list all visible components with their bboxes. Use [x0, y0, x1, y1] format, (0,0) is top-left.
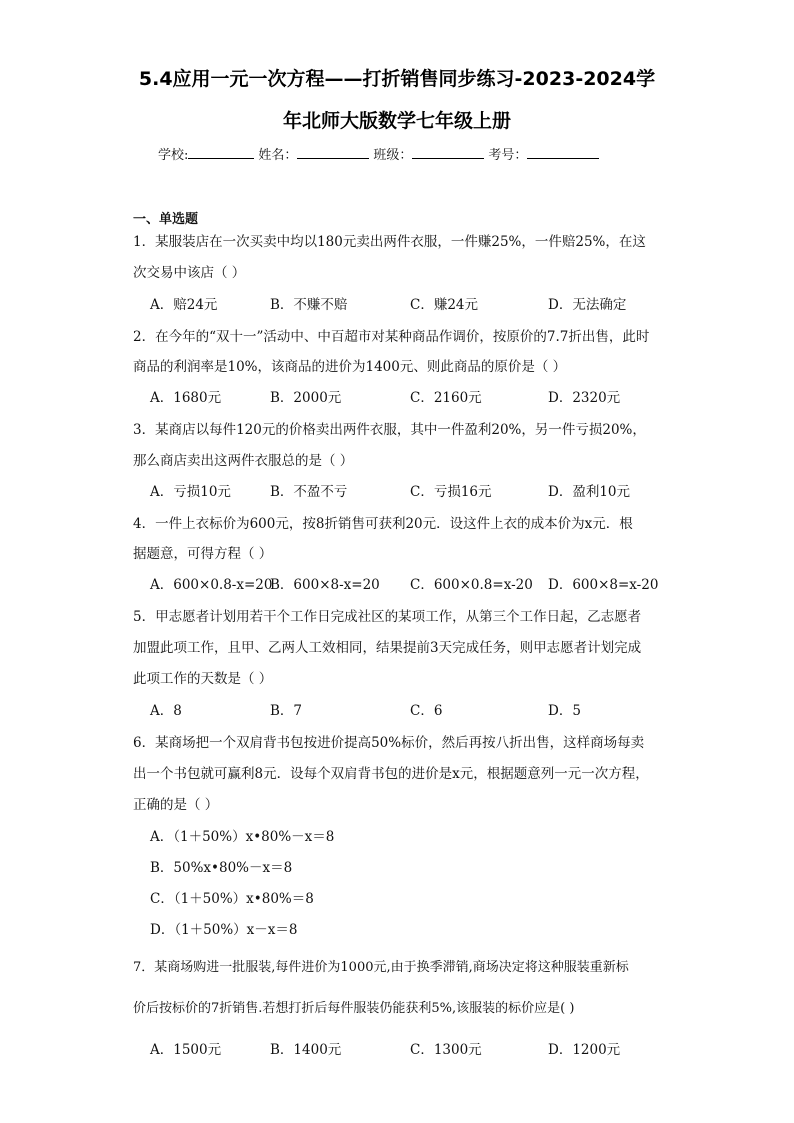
- question-2-option-c[interactable]: C．2160元: [410, 390, 482, 406]
- question-3-option-b[interactable]: B．不盈不亏: [270, 484, 348, 500]
- question-1-option-a[interactable]: A．赔24元: [150, 297, 218, 313]
- class-blank[interactable]: [412, 146, 484, 159]
- question-5-option-a[interactable]: A．8: [150, 703, 182, 719]
- question-1-option-d[interactable]: D．无法确定: [548, 297, 627, 313]
- question-7-option-d[interactable]: D．1200元: [548, 1042, 621, 1058]
- question-5-option-c[interactable]: C．6: [410, 703, 443, 719]
- question-3-option-d[interactable]: D．盈利10元: [548, 484, 631, 500]
- question-7-option-c[interactable]: C．1300元: [410, 1042, 482, 1058]
- class-label: 班级：: [373, 148, 413, 163]
- question-7-line-2: 价后按标价的7折销售.若想打折后每件服装仍能获利5%,该服装的标价应是( ): [133, 1001, 575, 1016]
- question-2-option-d[interactable]: D．2320元: [548, 390, 621, 406]
- question-2-line-1: 2．在今年的“双十一”活动中、中百超市对某种商品作调价，按原价的7.7折出售，此时: [133, 329, 650, 345]
- question-7-line-1: 7．某商场购进一批服装,每件进价为1000元,由于换季滞销,商场决定将这种服装重新标: [133, 960, 629, 975]
- question-3-line-2: 那么商店卖出这两件衣服总的是（ ）: [133, 453, 354, 469]
- name-label: 姓名：: [258, 148, 298, 163]
- question-6-option-a[interactable]: A．（1＋50%）x•80%－x＝8: [150, 829, 335, 845]
- question-1-option-c[interactable]: C．赚24元: [410, 297, 479, 313]
- student-info-row: [158, 146, 603, 164]
- question-6-line-1: 6．某商场把一个双肩背书包按进价提高50%标价，然后再按八折出售，这样商场每卖: [133, 735, 645, 751]
- question-4-option-a[interactable]: A．600×0.8-x=20: [150, 577, 273, 593]
- section-title: 一、单选题: [133, 212, 199, 227]
- question-5-line-3: 此项工作的天数是（ ）: [133, 671, 273, 687]
- question-2-option-a[interactable]: A．1680元: [150, 390, 222, 406]
- question-5-option-b[interactable]: B．7: [270, 703, 303, 719]
- question-2-line-2: 商品的利润率是10%，该商品的进价为1400元、则此商品的原价是（ ）: [133, 359, 567, 375]
- number-label: 考号：: [488, 148, 528, 163]
- question-7-option-b[interactable]: B．1400元: [270, 1042, 342, 1058]
- question-5-line-1: 5．甲志愿者计划用若干个工作日完成社区的某项工作，从第三个工作日起，乙志愿者: [133, 609, 642, 625]
- question-4-option-d[interactable]: D．600×8=x-20: [548, 577, 659, 593]
- question-5-option-d[interactable]: D．5: [548, 703, 581, 719]
- question-2-option-b[interactable]: B．2000元: [270, 390, 342, 406]
- question-6-option-b[interactable]: B．50%x•80%－x＝8: [150, 860, 293, 876]
- question-6-line-3: 正确的是（ ）: [133, 797, 219, 813]
- school-label: 学校:: [158, 148, 189, 163]
- question-5-line-2: 加盟此项工作，且甲、乙两人工效相同，结果提前3天完成任务，则甲志愿者计划完成: [133, 640, 642, 656]
- question-1-line-2: 次交易中该店（ ）: [133, 265, 246, 281]
- question-1-line-1: 1．某服装店在一次买卖中均以180元卖出两件衣服，一件赚25%，一件赔25%，在这: [133, 234, 646, 250]
- question-1-option-b[interactable]: B．不赚不赔: [270, 297, 348, 313]
- question-3-option-a[interactable]: A．亏损10元: [150, 484, 231, 500]
- question-6-option-c[interactable]: C．（1＋50%）x•80%＝8: [150, 891, 314, 907]
- question-4-option-b[interactable]: B．600×8-x=20: [270, 577, 380, 593]
- name-blank[interactable]: [297, 146, 369, 159]
- page-title-line2: 年北师大版数学七年级上册: [282, 110, 511, 132]
- page-title-line1: 5.4应用一元一次方程——打折销售同步练习-2023-2024学: [138, 68, 656, 90]
- question-3-option-c[interactable]: C．亏损16元: [410, 484, 492, 500]
- question-4-line-1: 4．一件上衣标价为600元，按8折销售可获利20元．设这件上衣的成本价为x元．根: [133, 516, 633, 532]
- question-4-option-c[interactable]: C．600×0.8=x-20: [410, 577, 533, 593]
- question-6-line-2: 出一个书包就可赢利8元．设每个双肩背书包的进价是x元，根据题意列一元一次方程，: [133, 766, 649, 782]
- question-7-option-a[interactable]: A．1500元: [150, 1042, 222, 1058]
- question-6-option-d[interactable]: D．（1＋50%）x－x＝8: [150, 922, 298, 938]
- question-3-line-1: 3．某商店以每件120元的价格卖出两件衣服，其中一件盈利20%，另一件亏损20%，: [133, 422, 646, 438]
- question-4-line-2: 据题意，可得方程（ ）: [133, 546, 273, 562]
- school-blank[interactable]: [188, 146, 254, 159]
- number-blank[interactable]: [527, 146, 599, 159]
